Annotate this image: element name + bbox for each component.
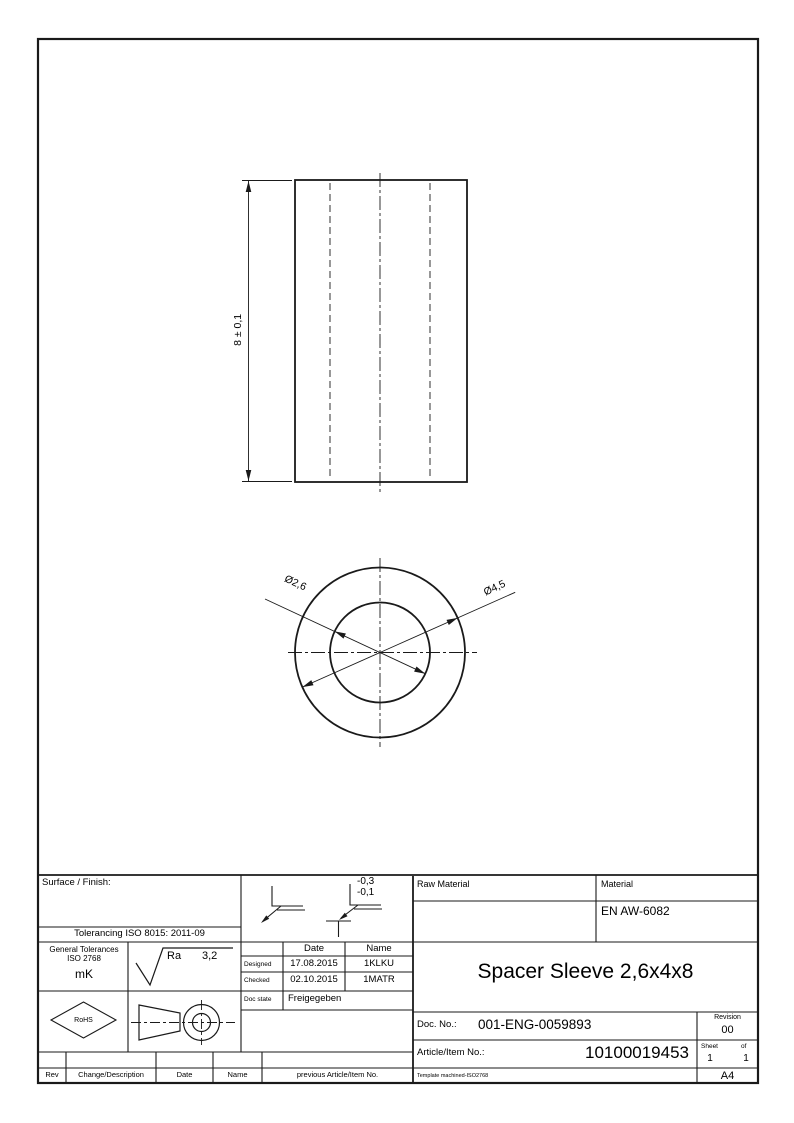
designed-date: 17.08.2015 [290,957,338,969]
roughness-label: Ra [167,950,182,962]
outer-diameter-label: Ø4,5 [481,577,508,599]
extension-lines [242,181,292,482]
article-value: 10100019453 [585,1043,690,1062]
edge-tolerance-lower: -0,1 [357,887,375,898]
sheet-value: 1 [707,1053,713,1064]
revision-value: 00 [721,1024,734,1036]
revision-label: Revision [714,1014,741,1021]
front-view-outline [295,180,467,482]
roughness-value: 3,2 [202,950,218,962]
template-note: Template machined-ISO2768 [417,1073,489,1079]
doc-state-label: Doc state [244,996,272,1003]
surface-roughness-icon [136,948,233,985]
height-dimension [242,181,292,482]
checked-name: 1MATR [363,974,395,985]
arrowhead-down [246,470,252,481]
general-tolerances-line2: ISO 2768 [67,954,101,963]
doc-state-value: Freigegeben [288,993,342,1004]
doc-no-value: 001-ENG-0059893 [478,1017,592,1032]
sheet-total: 1 [743,1053,749,1064]
top-view [288,558,477,747]
checked-label: Checked [244,977,270,984]
outer-diameter-dimension [302,592,515,687]
of-label: of [741,1043,747,1050]
material-label: Material [601,879,634,889]
sheet-frame [38,39,758,1083]
inner-diameter-label: Ø2,6 [282,572,309,594]
checked-date: 02.10.2015 [290,974,338,985]
tolerancing-note: Tolerancing ISO 8015: 2011-09 [74,928,205,939]
raw-material-label: Raw Material [417,879,470,889]
change-description-header: Change/Description [78,1070,144,1079]
dimension-line [302,592,515,687]
rohs-label: RoHS [74,1016,93,1024]
edge-symbol-left [261,886,305,923]
projection-symbol-icon [131,1000,235,1045]
general-tolerances-line1: General Tolerances [49,945,119,954]
part-title: Spacer Sleeve 2,6x4x8 [477,960,694,983]
paper-size: A4 [720,1069,735,1082]
surface-finish-label: Surface / Finish: [42,877,111,888]
dimension-line [265,599,425,674]
article-label: Article/Item No.: [417,1047,485,1058]
previous-article-header: previous Article/Item No. [296,1070,379,1079]
edge-tolerance-upper: -0,3 [357,876,375,887]
height-dimension-label: 8 ± 0,1 [232,313,245,346]
doc-no-label: Doc. No.: [417,1019,457,1030]
general-tolerances-class: mK [75,967,93,981]
arrowhead-lower-left [302,680,313,687]
designed-label: Designed [244,961,272,968]
approvals-name-header: Name [366,943,392,954]
arrowhead-up [246,181,252,192]
arrowhead-upper-right [447,618,458,625]
designed-name: 1KLKU [363,957,395,969]
rev-header: Rev [45,1070,59,1079]
material-value: EN AW-6082 [601,904,670,918]
approvals-date-header: Date [303,943,325,954]
rev-date-header: Date [176,1070,193,1079]
inner-diameter-dimension [265,599,425,674]
rev-name-header: Name [227,1070,248,1079]
arrowhead-lower-right [414,667,425,674]
arrowhead-upper-left [335,631,346,638]
sheet-label: Sheet [701,1043,718,1050]
front-view [295,173,467,492]
